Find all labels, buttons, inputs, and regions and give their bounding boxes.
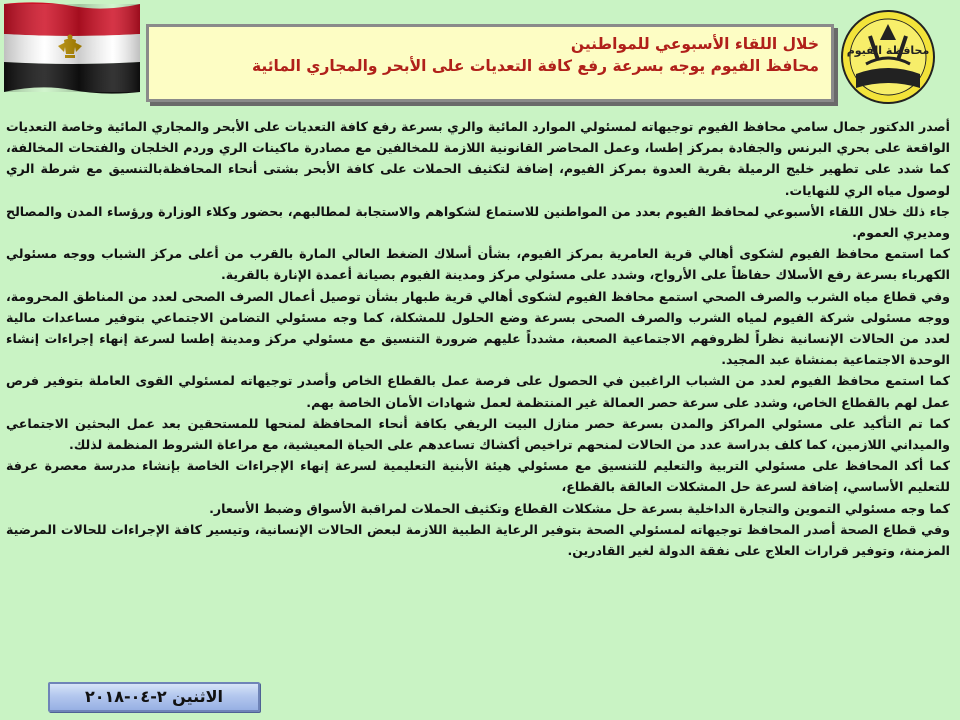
- headline-line-2: محافظ الفيوم يوجه بسرعة رفع كافة التعديات على الأبحر والمجاري المائية: [252, 57, 819, 75]
- date-label: الاثنين ٢-٠٤-٢٠١٨: [84, 687, 224, 706]
- headline-box: [146, 24, 834, 102]
- egypt-flag-icon: [0, 0, 142, 96]
- article-body: [6, 116, 950, 720]
- article-paragraph: كما وجه مسئولي التموين والتجارة الداخلية بسرعة حل مشكلات القطاع وتكثيف الحملات لمراقبة الأسواق وضبط الأسعار.: [209, 500, 950, 516]
- article-paragraph: أصدر الدكتور جمال سامي محافظ الفيوم توجيهاته لمسئولي الموارد المائية والري بسرعة رفع كافة التعديات على الأبحر والمجاري المائية وخاصة التعديات الواقعة على بحري البرنس والجفادة بمركز إطسا، وعمل المحاضر القانونية اللازمة للمخالفين مع مصادرة ماكينات الري وردم الخلجان والفتحات المخالفة، كما شدد على تطهير خليج الرميلة بقرية العدوة بمركز الفيوم، إضافة لتكثيف الحملات على كافة الأبحر بشتى أنحاء المحافظةبالتنسيق مع شرطة الري لوصول مياه الري للنهايات.: [6, 119, 950, 198]
- headline-line-1: خلال اللقاء الأسبوعي للمواطنين: [570, 35, 819, 53]
- article-paragraph: كما تم التأكيد على مسئولي المراكز والمدن بسرعة حصر منازل البيت الريفي بكافة أنحاء المحافظة لمنحها للمستحقين بعد عمل البحثين الاجتماعي والميداني اللازمين، كما كلف بدراسة عدد من الحالات لمنحهم تراخيص أكشاك تساعدهم على الحياة المعيشية، مع مراعاة الشروط المنظمة لذلك.: [6, 415, 950, 453]
- logo-caption: محافظة الفيوم: [846, 44, 930, 57]
- article-paragraph: جاء ذلك خلال اللقاء الأسبوعي لمحافظ الفيوم بعدد من المواطنين للاستماع لشكواهم والاستجابة لمطالبهم، بحضور وكلاء الوزارة ورؤساء المدن والمصالح ومديري العموم.: [6, 203, 950, 241]
- article-paragraph: كما استمع محافظ الفيوم لشكوى أهالي قرية العامرية بمركز الفيوم، بشأن أسلاك الضغط العالي المارة بالقرب من أعلى مركز الشباب ووجه مسئولي الكهرباء بسرعة رفع الأسلاك حفاظاً على الأرواح، وشدد على مسئولي مركز ومدينة الفيوم بصيانة أعمدة الإنارة بالقرية.: [6, 246, 950, 283]
- article-paragraph: كما أكد المحافظ على مسئولي التربية والتعليم للتنسيق مع مسئولي هيئة الأبنية التعليمية لسرعة إنهاء الإجراءات الخاصة بإنشاء مدرسة معصرة عرفة للتعليم الأساسي، إضافة لسرعة حل المشكلات العالقة بالقطاع،: [6, 458, 950, 495]
- fayoum-governorate-logo: [826, 2, 950, 108]
- article-paragraph: وفي قطاع مياه الشرب والصرف الصحي استمع محافظ الفيوم لشكوى أهالي قرية طبهار بشأن توصيل أعمال الصرف الصحى لعدد من المناطق المحرومة، ووجه مسئولى شركة الفيوم لمياه الشرب والصرف الصحى بسرعة وضع الحلول للمشكلة، كما وجه مسئولي التضامن الاجتماعي بتوفير مساعدات مالية لعدد من الحالات الإنسانية نظراً لظروفهم الاجتماعية الصعبة، مشدداً عليهم ضرورة التنسيق مع مسئولي مركز ومدينة إطسا لسرعة إنهاء إجراءات إنشاء الوحدة الاجتماعية بمنشاة عبد المجيد.: [6, 288, 950, 368]
- article-paragraph: وفي قطاع الصحة أصدر المحافظ توجيهاته لمسئولي الصحة بتوفير الرعاية الطبية اللازمة لبعض الحالات الإنسانية، وتيسير كافة الإجراءات للحالات المرضية المزمنة، وتوفير قرارات العلاج على نفقة الدولة لغير القادرين.: [6, 521, 950, 559]
- article-paragraph: كما استمع محافظ الفيوم لعدد من الشباب الراغبين في الحصول على فرصة عمل بالقطاع الخاص وأصدر توجيهاته لمسئولي القوى العاملة بتوفير فرص عمل لهم بالقطاع الخاص، وشدد على سرعة حصر العمالة غير المنتظمة لعمل شهادات الأمان الخاصة بهم.: [6, 373, 950, 410]
- date-badge: [48, 682, 260, 712]
